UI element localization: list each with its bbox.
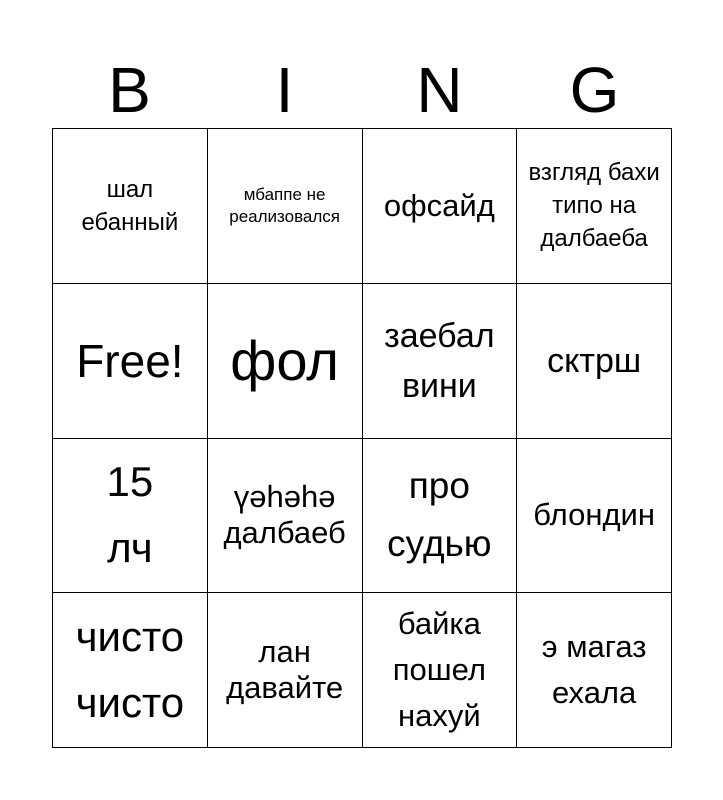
bingo-cell[interactable] xyxy=(517,284,672,439)
bingo-cell-text: взгляд бахи типо на далбаеба xyxy=(528,159,660,253)
bingo-cell[interactable] xyxy=(53,593,208,748)
bingo-cell-text: мбаппе не реализовался xyxy=(229,184,340,226)
bingo-cell[interactable] xyxy=(517,439,672,594)
bingo-cell[interactable] xyxy=(208,129,363,284)
bingo-cell-text: заебал вини xyxy=(384,316,495,405)
bingo-cell-text: про судью xyxy=(387,465,492,565)
bingo-cell-text: блондин xyxy=(533,497,655,533)
bingo-cell-text: э магаз ехала xyxy=(541,629,647,711)
bingo-cell-text: 15 лч xyxy=(106,458,154,572)
bingo-cell[interactable] xyxy=(363,284,518,439)
header-letter-b: B xyxy=(108,54,151,126)
header-letter-n: N xyxy=(416,54,463,126)
bingo-cell[interactable] xyxy=(517,593,672,748)
bingo-cell[interactable] xyxy=(517,129,672,284)
bingo-board xyxy=(52,128,672,748)
bingo-cell-text: Free! xyxy=(76,334,184,387)
bingo-cell-text: шал ебанный xyxy=(81,175,179,236)
bingo-cell[interactable] xyxy=(363,439,518,594)
bingo-cell-text: байка пошел нахуй xyxy=(392,606,486,734)
header-letter-i: I xyxy=(275,54,294,126)
bingo-cell-text: чисто чисто xyxy=(75,613,185,727)
bingo-cell[interactable] xyxy=(53,129,208,284)
bingo-cell[interactable] xyxy=(363,593,518,748)
bingo-cell[interactable] xyxy=(208,439,363,594)
bingo-cell[interactable] xyxy=(363,129,518,284)
bingo-header xyxy=(52,52,672,128)
bingo-cell-text: фол xyxy=(230,328,339,392)
bingo-cell[interactable] xyxy=(53,439,208,594)
bingo-cell-text: сктрш xyxy=(547,341,642,380)
bingo-cell-text: лан давайте xyxy=(226,634,344,706)
bingo-cell[interactable] xyxy=(208,284,363,439)
bingo-cell-text: үәһәһә далбаеб xyxy=(223,479,346,551)
bingo-cell-text: офсайд xyxy=(383,187,495,223)
bingo-cell[interactable] xyxy=(208,593,363,748)
header-letter-g: G xyxy=(569,54,620,126)
bingo-cell[interactable] xyxy=(53,284,208,439)
